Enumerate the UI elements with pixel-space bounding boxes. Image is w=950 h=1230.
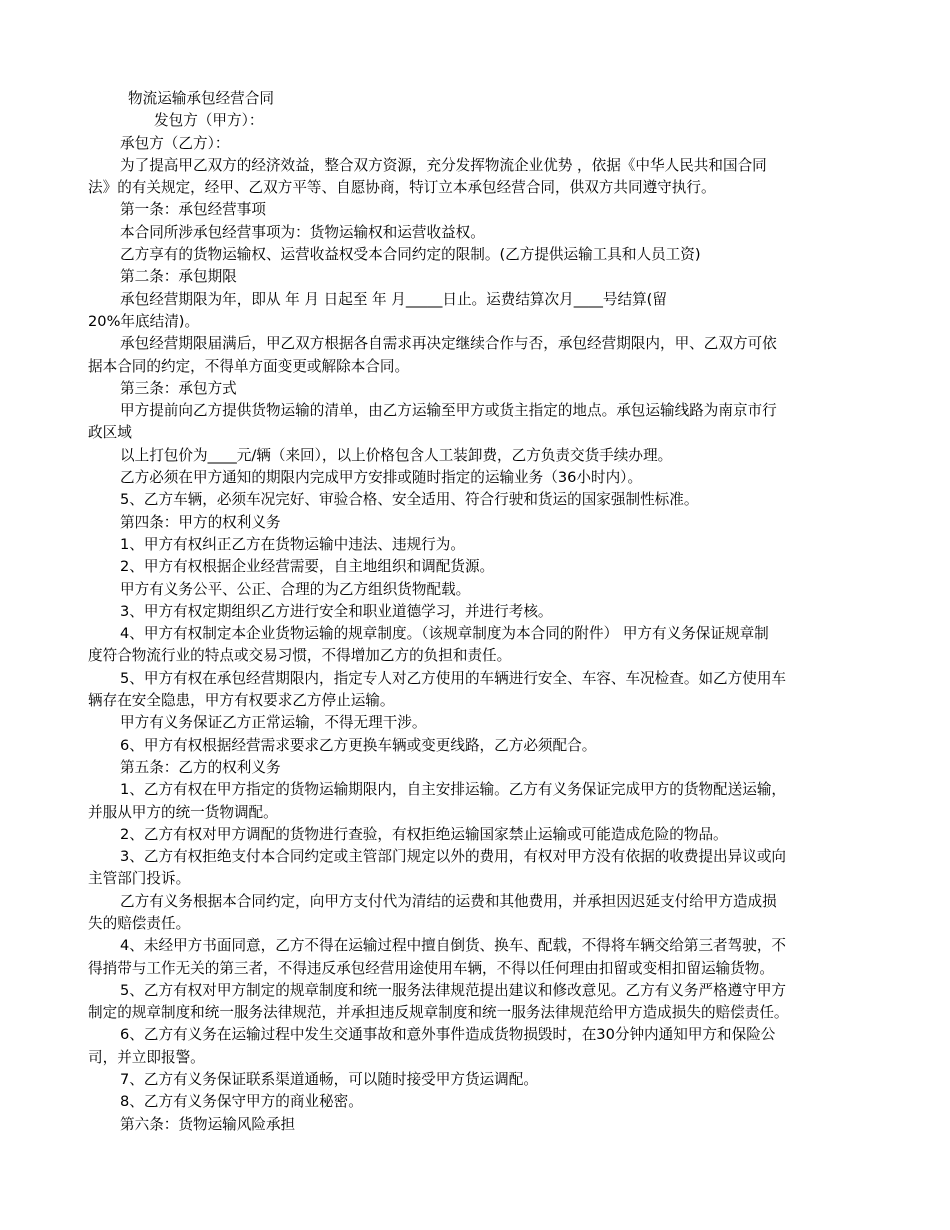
- document-line: 5、乙方有权对甲方制定的规章制度和统一服务法律规范提出建议和修改意见。乙方有义务严格遵守甲方: [120, 981, 787, 999]
- document-line: 为了提高甲乙双方的经济效益，整合双方资源，充分发挥物流企业优势 ，依据《中华人民共和国合同: [120, 156, 767, 174]
- document-line: 3、乙方有权拒绝支付本合同约定或主管部门规定以外的费用，有权对甲方没有依据的收费提出异议或向: [120, 848, 787, 866]
- document-body: [88, 110, 862, 1136]
- document-line: 失的赔偿责任。: [88, 914, 191, 932]
- document-line: 8、乙方有义务保守甲方的商业秘密。: [120, 1093, 363, 1111]
- document-line: 制定的规章制度和统一服务法律规范，并承担违反规章制度和统一服务法律规范给甲方造成损失的赔偿责任。: [88, 1004, 789, 1022]
- document-line: 7、乙方有义务保证联系渠道通畅，可以随时接受甲方货运调配。: [120, 1071, 538, 1089]
- document-line: 5、甲方有权在承包经营期限内，指定专人对乙方使用的车辆进行安全、车容、车况检查。如乙方使用车: [120, 669, 787, 687]
- document-line: 甲方有义务保证乙方正常运输，不得无理干涉。: [120, 714, 427, 732]
- document-line: 2、乙方有权对甲方调配的货物进行查验，有权拒绝运输国家禁止运输或可能造成危险的物品。: [120, 825, 728, 843]
- document-line: 4、未经甲方书面同意，乙方不得在运输过程中擅自倒货、换车、配载，不得将车辆交给第三者驾驶，不: [120, 937, 787, 955]
- document-line: 第六条：货物运输风险承担: [120, 1115, 296, 1133]
- document-line: 辆存在安全隐患，甲方有权要求乙方停止运输。: [88, 692, 395, 710]
- document-line: 甲方有义务公平、公正、合理的为乙方组织货物配载。: [120, 580, 471, 598]
- document-line: 第四条：甲方的权利义务: [120, 513, 281, 531]
- document-line: 第五条：乙方的权利义务: [120, 758, 281, 776]
- document-line: 5、乙方车辆，必须车况完好、审验合格、安全适用、符合行驶和货运的国家强制性标准。: [120, 491, 699, 509]
- document-line: 据本合同的约定，不得单方面变更或解除本合同。: [88, 357, 410, 375]
- document-line: 3、甲方有权定期组织乙方进行安全和职业道德学习，并进行考核。: [120, 602, 553, 620]
- document-line: 6、乙方有义务在运输过程中发生交通事故和意外事件造成货物损毁时，在30分钟内通知甲方和保险公: [120, 1026, 776, 1044]
- document-line: 承包经营期限为年，即从 年 月 日起至 年 月_____日止。运费结算次月____号结算(留: [120, 290, 667, 308]
- document-line: 发包方（甲方）：: [154, 112, 264, 130]
- document-line: 司，并立即报警。: [88, 1048, 205, 1066]
- document-line: 甲方提前向乙方提供货物运输的清单，由乙方运输至甲方或货主指定的地点。承包运输线路为南京市行: [120, 402, 777, 420]
- document-line: 1、甲方有权纠正乙方在货物运输中违法、违规行为。: [120, 535, 465, 553]
- document-line: 乙方必须在甲方通知的期限内完成甲方安排或随时指定的运输业务（36小时内）。: [120, 469, 643, 487]
- document-line: 乙方享有的货物运输权、运营收益权受本合同约定的限制。(乙方提供运输工具和人员工资): [120, 246, 701, 264]
- document-line: 政区域: [88, 424, 132, 442]
- document-line: 以上打包价为____元/辆（来回），以上价格包含人工装卸费，乙方负责交货手续办理。: [120, 446, 673, 464]
- document-title: 物流运输承包经营合同: [128, 90, 274, 107]
- document-line: 20%年底结清)。: [88, 312, 200, 330]
- document-line: 承包方（乙方）：: [120, 134, 230, 152]
- document-line: 主管部门投诉。: [88, 870, 191, 888]
- document-line: 4、甲方有权制定本企业货物运输的规章制度。（该规章制度为本合同的附件） 甲方有义务保证规章制: [120, 625, 769, 643]
- document-line: 法》的有关规定，经甲、乙双方平等、自愿协商，特订立本承包经营合同，供双方共同遵守执行。: [88, 179, 716, 197]
- document-line: 第三条：承包方式: [120, 379, 237, 397]
- document-line: 第一条：承包经营事项: [120, 201, 266, 219]
- document-line: 得捎带与工作无关的第三者，不得违反承包经营用途使用车辆，不得以任何理由扣留或变相扣留运输货物。: [88, 959, 774, 977]
- document-line: 2、甲方有权根据企业经营需要，自主地组织和调配货源。: [120, 558, 495, 576]
- document-line: 承包经营期限届满后，甲乙双方根据各自需求再决定继续合作与否，承包经营期限内，甲、乙双方可依: [120, 335, 777, 353]
- document-line: 并服从甲方的统一货物调配。: [88, 803, 278, 821]
- document-line: 本合同所涉承包经营事项为：货物运输权和运营收益权。: [120, 223, 485, 241]
- document-line: 1、乙方有权在甲方指定的货物运输期限内，自主安排运输。乙方有义务保证完成甲方的货物配送运输，: [120, 781, 787, 799]
- document-line: 乙方有义务根据本合同约定，向甲方支付代为清结的运费和其他费用，并承担因迟延支付给甲方造成损: [120, 892, 777, 910]
- document-line: 第二条：承包期限: [120, 268, 237, 286]
- document-line: 6、甲方有权根据经营需求要求乙方更换车辆或变更线路，乙方必须配合。: [120, 736, 597, 754]
- document-line: 度符合物流行业的特点或交易习惯，不得增加乙方的负担和责任。: [88, 647, 512, 665]
